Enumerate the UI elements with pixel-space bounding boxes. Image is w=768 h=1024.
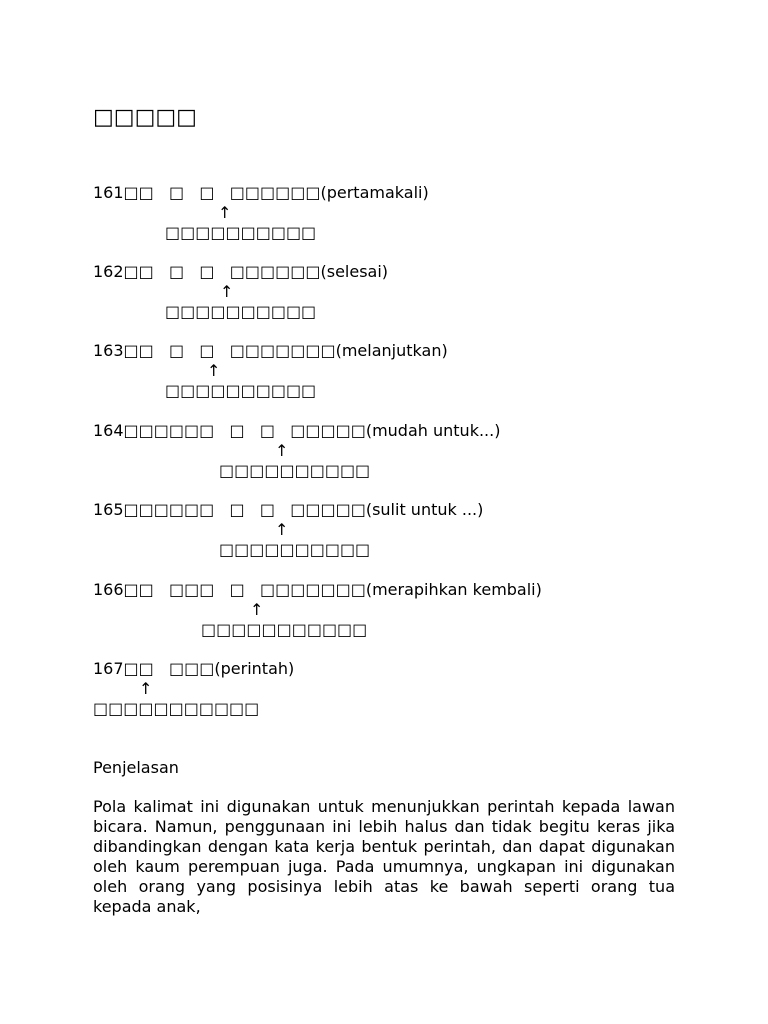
arrow-up-icon: ↑: [275, 441, 289, 460]
arrow-up-icon: ↑: [220, 282, 234, 301]
page-title: □□□□□: [93, 105, 197, 130]
section-heading: Penjelasan: [93, 758, 179, 777]
pattern-line-161: 161□□ □ □ □□□□□□(pertamakali): [93, 183, 429, 202]
example-line-164: □□□□□□□□□□: [219, 461, 371, 480]
example-line-167: □□□□□□□□□□□: [93, 699, 260, 718]
pattern-line-167: 167□□ □□□(perintah): [93, 659, 295, 678]
example-line-165: □□□□□□□□□□: [219, 540, 371, 559]
pattern-line-166: 166□□ □□□ □ □□□□□□□(merapihkan kembali): [93, 580, 542, 599]
example-line-161: □□□□□□□□□□: [165, 223, 317, 242]
example-line-162: □□□□□□□□□□: [165, 302, 317, 321]
pattern-line-162: 162□□ □ □ □□□□□□(selesai): [93, 262, 389, 281]
explanation-paragraph: Pola kalimat ini digunakan untuk menunjukkan perintah kepada lawan bicara. Namun, penggunaan ini lebih halus dan tidak begitu keras jika dibandingkan dengan kata kerja bentuk perintah, dan dapat digunakan oleh kaum perempuan juga. Pada umumnya, ungkapan ini digunakan oleh orang yang posisinya lebih atas ke bawah seperti orang tua kepada anak,: [93, 797, 675, 916]
arrow-up-icon: ↑: [139, 679, 153, 698]
arrow-up-icon: ↑: [250, 600, 264, 619]
arrow-up-icon: ↑: [218, 203, 232, 222]
arrow-up-icon: ↑: [207, 361, 221, 380]
example-line-163: □□□□□□□□□□: [165, 381, 317, 400]
example-line-166: □□□□□□□□□□□: [201, 620, 368, 639]
pattern-line-165: 165□□□□□□ □ □ □□□□□(sulit untuk ...): [93, 500, 484, 519]
pattern-line-164: 164□□□□□□ □ □ □□□□□(mudah untuk...): [93, 421, 501, 440]
arrow-up-icon: ↑: [275, 520, 289, 539]
pattern-line-163: 163□□ □ □ □□□□□□□(melanjutkan): [93, 341, 448, 360]
